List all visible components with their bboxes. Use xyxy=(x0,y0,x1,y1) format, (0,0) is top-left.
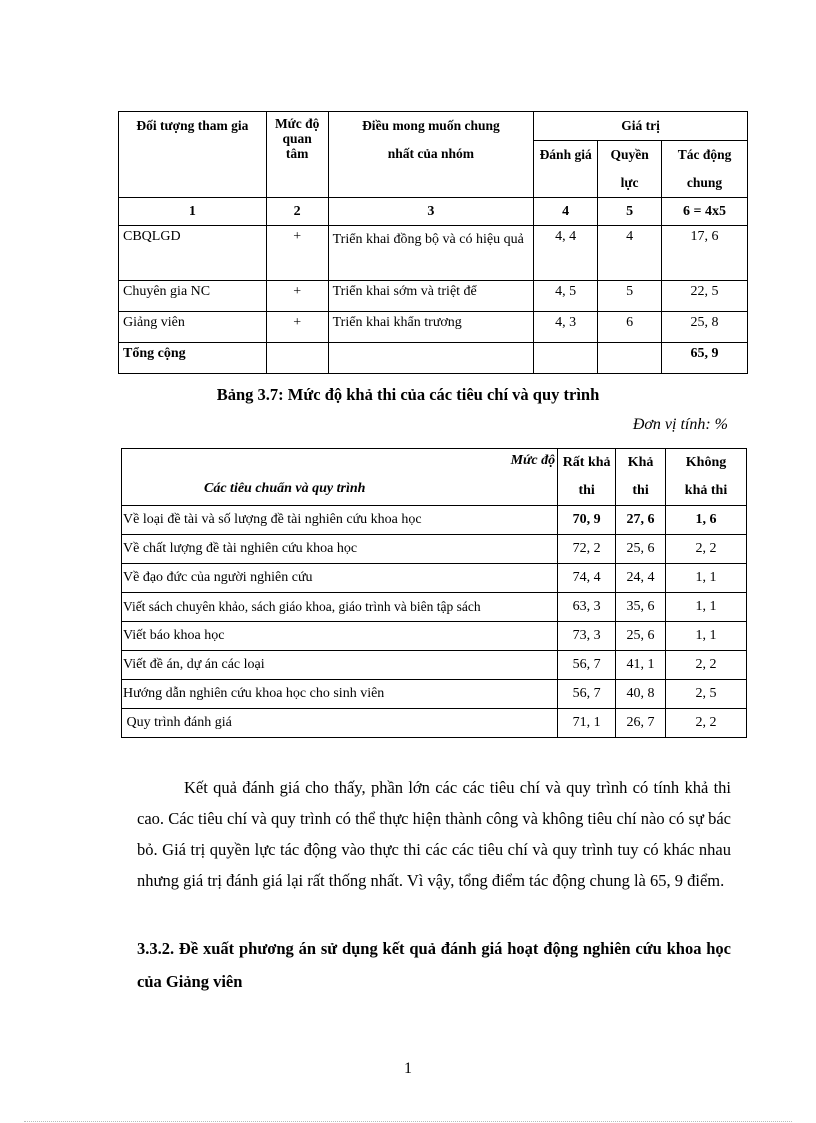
very-feasible-value: 74, 4 xyxy=(558,564,616,593)
criteria-name: Viết báo khoa học xyxy=(122,622,558,651)
total-row xyxy=(119,343,748,374)
feasible-value: 25, 6 xyxy=(616,535,666,564)
impact-cell: 22, 5 xyxy=(662,281,748,312)
header-interest: Mức độ quan tâm xyxy=(266,112,328,198)
header-value: Giá trị xyxy=(534,112,748,141)
table-row xyxy=(119,312,748,343)
impact-cell: 25, 8 xyxy=(662,312,748,343)
empty-cell xyxy=(266,343,328,374)
criteria-name: Quy trình đánh giá xyxy=(122,709,558,738)
participant-cell: Giảng viên xyxy=(119,312,267,343)
header-evaluation: Đánh giá xyxy=(534,141,598,198)
criteria-name: Viết sách chuyên khảo, sách giáo khoa, giáo trình và biên tập sách xyxy=(122,593,558,622)
criteria-name: Về loại đề tài và số lượng đề tài nghiên cứu khoa học xyxy=(122,506,558,535)
empty-cell xyxy=(328,343,534,374)
empty-cell xyxy=(598,343,662,374)
paragraph-text: Kết quả đánh giá cho thấy, phần lớn các các tiêu chí và quy trình có tính khả thi cao. Các tiêu chí và quy trình có thể thực hiện thành công và không tiêu chí nào có sự bác bỏ. Giá trị quyền lực tác động vào thực thi các các tiêu chí và quy trình tuy có khác nhau nhưng giá trị đánh giá lại rất thống nhất. Vì vậy, tổng điểm tác động chung là 65, 9 điểm. xyxy=(137,778,731,890)
table-row xyxy=(119,226,748,281)
desire-cell: Triển khai khẩn trương xyxy=(328,312,534,343)
power-cell: 4 xyxy=(598,226,662,281)
feasible-value: 41, 1 xyxy=(616,651,666,680)
header-not-feasible: Không khả thi xyxy=(666,449,747,506)
header-impact: Tác động chung xyxy=(662,141,748,198)
very-feasible-value: 56, 7 xyxy=(558,651,616,680)
very-feasible-value: 71, 1 xyxy=(558,709,616,738)
table-row xyxy=(122,622,747,651)
col-number: 4 xyxy=(534,198,598,226)
feasible-value: 27, 6 xyxy=(616,506,666,535)
table-row xyxy=(122,564,747,593)
header-feasible: Khả thi xyxy=(616,449,666,506)
evaluation-cell: 4, 4 xyxy=(534,226,598,281)
total-label: Tổng cộng xyxy=(119,343,267,374)
table-row xyxy=(122,680,747,709)
criteria-name: Về chất lượng đề tài nghiên cứu khoa học xyxy=(122,535,558,564)
feasible-value: 40, 8 xyxy=(616,680,666,709)
table-caption: Bảng 3.7: Mức độ khả thi của các tiêu chí và quy trình xyxy=(216,385,600,404)
not-feasible-value: 1, 1 xyxy=(666,622,747,651)
interest-cell: + xyxy=(266,226,328,281)
evaluation-cell: 4, 5 xyxy=(534,281,598,312)
stakeholder-table xyxy=(118,111,748,374)
impact-cell: 17, 6 xyxy=(662,226,748,281)
unit-label: Đơn vị tính: % xyxy=(632,416,728,433)
evaluation-cell: 4, 3 xyxy=(534,312,598,343)
very-feasible-value: 56, 7 xyxy=(558,680,616,709)
power-cell: 5 xyxy=(598,281,662,312)
criteria-name: Viết đề án, dự án các loại xyxy=(122,651,558,680)
section-heading: 3.3.2. Đề xuất phương án sử dụng kết quả đánh giá hoạt động nghiên cứu khoa học của Giảng viên xyxy=(137,939,731,991)
participant-cell: Chuyên gia NC xyxy=(119,281,267,312)
very-feasible-value: 73, 3 xyxy=(558,622,616,651)
interest-cell: + xyxy=(266,281,328,312)
not-feasible-value: 2, 2 xyxy=(666,709,747,738)
body-paragraph xyxy=(137,772,731,896)
col-number: 6 = 4x5 xyxy=(662,198,748,226)
desire-cell: Triển khai sớm và triệt để xyxy=(328,281,534,312)
total-impact: 65, 9 xyxy=(662,343,748,374)
criteria-label: Các tiêu chuẩn và quy trình xyxy=(204,481,366,496)
participant-cell: CBQLGD xyxy=(119,226,267,281)
feasibility-table xyxy=(121,448,747,738)
very-feasible-value: 72, 2 xyxy=(558,535,616,564)
col-number: 1 xyxy=(119,198,267,226)
criteria-name: Về đạo đức của người nghiên cứu xyxy=(122,564,558,593)
header-very-feasible: Rất khả thi xyxy=(558,449,616,506)
criteria-name: Hướng dẫn nghiên cứu khoa học cho sinh viên xyxy=(122,680,558,709)
table-row xyxy=(122,651,747,680)
not-feasible-value: 1, 1 xyxy=(666,593,747,622)
table-row xyxy=(122,506,747,535)
page-bottom-divider xyxy=(24,1121,792,1122)
col-number: 5 xyxy=(598,198,662,226)
feasible-value: 25, 6 xyxy=(616,622,666,651)
table-row xyxy=(122,535,747,564)
not-feasible-value: 2, 2 xyxy=(666,535,747,564)
empty-cell xyxy=(534,343,598,374)
not-feasible-value: 2, 2 xyxy=(666,651,747,680)
table-row xyxy=(122,593,747,622)
not-feasible-value: 1, 1 xyxy=(666,564,747,593)
header-power: Quyền lực xyxy=(598,141,662,198)
col-number: 2 xyxy=(266,198,328,226)
not-feasible-value: 2, 5 xyxy=(666,680,747,709)
feasible-value: 35, 6 xyxy=(616,593,666,622)
interest-cell: + xyxy=(266,312,328,343)
criteria-header xyxy=(122,449,558,506)
table-row xyxy=(122,709,747,738)
header-desire: Điều mong muốn chung nhất của nhóm xyxy=(328,112,534,198)
header-participant: Đối tượng tham gia xyxy=(119,112,267,198)
page-number: 1 xyxy=(404,1060,412,1077)
very-feasible-value: 70, 9 xyxy=(558,506,616,535)
col-number: 3 xyxy=(328,198,534,226)
level-label: Mức độ xyxy=(510,453,556,468)
feasible-value: 26, 7 xyxy=(616,709,666,738)
not-feasible-value: 1, 6 xyxy=(666,506,747,535)
very-feasible-value: 63, 3 xyxy=(558,593,616,622)
table-row xyxy=(119,281,748,312)
power-cell: 6 xyxy=(598,312,662,343)
feasible-value: 24, 4 xyxy=(616,564,666,593)
desire-cell: Triển khai đồng bộ và có hiệu quả xyxy=(328,226,534,281)
